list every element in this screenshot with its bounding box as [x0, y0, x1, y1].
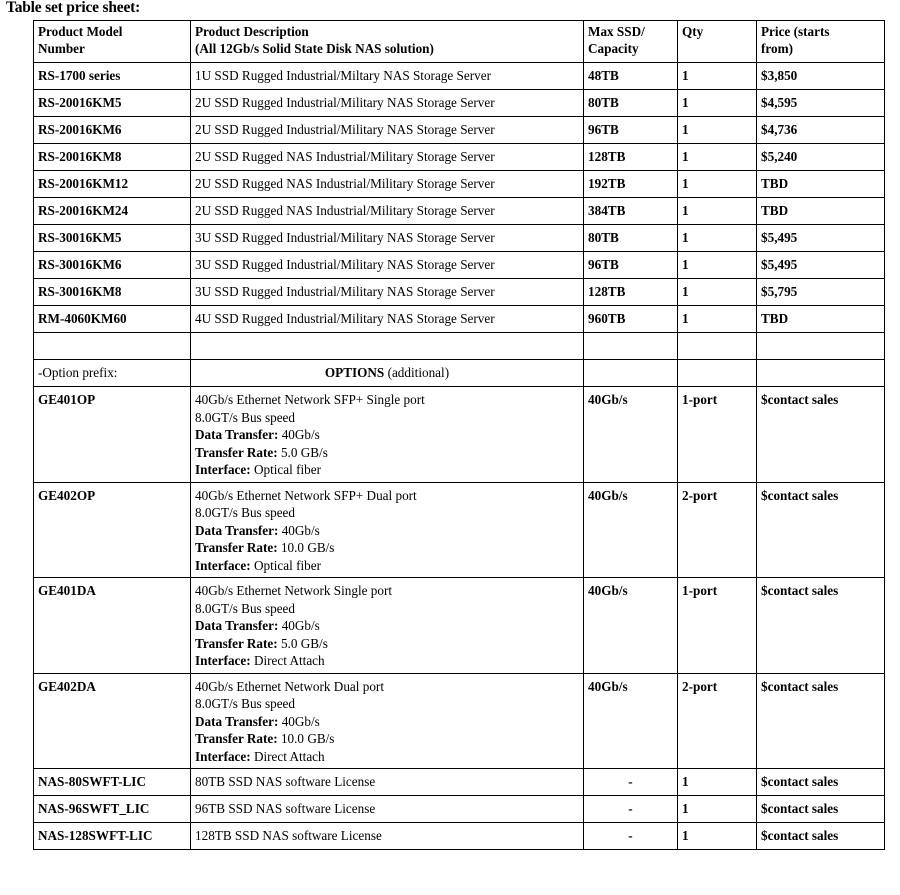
license-model: NAS-128SWFT-LIC	[34, 823, 191, 850]
header-qty	[678, 21, 757, 63]
blank-cell	[191, 333, 584, 360]
product-capacity: 96TB	[584, 117, 678, 144]
option-interface	[195, 748, 579, 766]
license-description: 80TB SSD NAS software License	[191, 769, 584, 796]
license-price: $contact sales	[757, 769, 885, 796]
blank-cell	[584, 360, 678, 387]
license-qty: 1	[678, 796, 757, 823]
product-qty: 1	[678, 252, 757, 279]
blank-cell	[678, 360, 757, 387]
license-price: $contact sales	[757, 823, 885, 850]
product-capacity: 128TB	[584, 144, 678, 171]
option-data-transfer-label: Data Transfer:	[195, 713, 279, 729]
product-capacity: 80TB	[584, 225, 678, 252]
options-header-row	[34, 360, 885, 387]
license-model: NAS-96SWFT_LIC	[34, 796, 191, 823]
header-description-line1: Product Description	[195, 24, 309, 39]
option-transfer-rate	[195, 444, 579, 462]
product-row	[34, 171, 885, 198]
license-row	[34, 769, 885, 796]
product-description: 2U SSD Rugged NAS Industrial/Military Storage Server	[191, 198, 584, 225]
product-description: 1U SSD Rugged Industrial/Miltary NAS Storage Server	[191, 63, 584, 90]
option-transfer-rate-value: 10.0 GB/s	[280, 540, 335, 555]
option-description	[191, 387, 584, 483]
option-transfer-rate-value: 5.0 GB/s	[280, 444, 328, 460]
option-model: GE402DA	[34, 673, 191, 769]
product-description: 2U SSD Rugged Industrial/Military NAS Storage Server	[191, 117, 584, 144]
option-description	[191, 673, 584, 769]
option-interface	[195, 652, 579, 670]
product-row	[34, 63, 885, 90]
option-row	[34, 482, 885, 578]
option-row	[34, 387, 885, 483]
option-data-transfer-value: 40Gb/s	[281, 522, 320, 538]
product-row	[34, 306, 885, 333]
product-qty: 1	[678, 144, 757, 171]
option-transfer-rate-value: 5.0 GB/s	[280, 635, 328, 651]
option-line2: 8.0GT/s Bus speed	[195, 505, 296, 520]
product-model: RS-1700 series	[34, 63, 191, 90]
license-description: 128TB SSD NAS software License	[191, 823, 584, 850]
option-transfer-rate-label: Transfer Rate:	[195, 540, 278, 555]
license-row	[34, 796, 885, 823]
option-data-transfer-value: 40Gb/s	[281, 618, 320, 633]
option-line1: 40Gb/s Ethernet Network SFP+ Dual port	[195, 487, 417, 503]
product-price: $5,240	[757, 144, 885, 171]
product-price: TBD	[757, 198, 885, 225]
option-description	[191, 578, 584, 674]
options-title-suffix: (additional)	[387, 365, 450, 381]
option-interface-value: Direct Attach	[253, 653, 325, 668]
option-qty: 1-port	[678, 578, 757, 674]
product-description: 3U SSD Rugged Industrial/Military NAS Storage Server	[191, 225, 584, 252]
header-model-line2: Number	[38, 41, 85, 56]
option-data-transfer	[195, 522, 579, 540]
option-interface	[195, 461, 579, 479]
header-qty-line1: Qty	[682, 24, 704, 39]
product-capacity: 48TB	[584, 63, 678, 90]
product-description: 4U SSD Rugged Industrial/Military NAS Storage Server	[191, 306, 584, 333]
option-data-transfer-label: Data Transfer:	[195, 522, 279, 538]
blank-cell	[34, 333, 191, 360]
price-table-header	[34, 21, 885, 63]
product-description: 3U SSD Rugged Industrial/Military NAS Storage Server	[191, 252, 584, 279]
option-transfer-rate-label: Transfer Rate:	[195, 444, 278, 460]
header-price	[757, 21, 885, 63]
option-transfer-rate	[195, 730, 579, 748]
option-data-transfer	[195, 713, 579, 731]
product-price: $5,795	[757, 279, 885, 306]
product-qty: 1	[678, 90, 757, 117]
option-prefix-label: -Option prefix:	[34, 360, 191, 387]
license-model: NAS-80SWFT-LIC	[34, 769, 191, 796]
option-interface-label: Interface:	[195, 748, 251, 764]
option-capacity: 40Gb/s	[584, 387, 678, 483]
option-data-transfer	[195, 426, 579, 444]
option-line1: 40Gb/s Ethernet Network Single port	[195, 583, 393, 598]
product-model: RS-30016KM6	[34, 252, 191, 279]
product-model: RS-20016KM24	[34, 198, 191, 225]
price-table-body	[34, 63, 885, 850]
option-transfer-rate	[195, 635, 579, 653]
product-qty: 1	[678, 171, 757, 198]
license-capacity: -	[584, 769, 678, 796]
product-model: RS-20016KM5	[34, 90, 191, 117]
option-data-transfer-value: 40Gb/s	[281, 427, 320, 442]
option-interface	[195, 557, 579, 575]
product-qty: 1	[678, 225, 757, 252]
product-row	[34, 198, 885, 225]
option-data-transfer	[195, 617, 579, 635]
option-transfer-rate-label: Transfer Rate:	[195, 635, 278, 651]
product-price: $5,495	[757, 252, 885, 279]
option-interface-label: Interface:	[195, 462, 251, 477]
option-interface-value: Optical fiber	[253, 557, 321, 573]
option-model: GE401OP	[34, 387, 191, 483]
license-price: $contact sales	[757, 796, 885, 823]
product-model: RM-4060KM60	[34, 306, 191, 333]
option-interface-value: Optical fiber	[253, 462, 321, 477]
product-row	[34, 225, 885, 252]
option-line2: 8.0GT/s Bus speed	[195, 409, 296, 425]
product-price: TBD	[757, 171, 885, 198]
option-qty: 1-port	[678, 387, 757, 483]
header-model	[34, 21, 191, 63]
product-qty: 1	[678, 306, 757, 333]
license-row	[34, 823, 885, 850]
license-description: 96TB SSD NAS software License	[191, 796, 584, 823]
product-description: 2U SSD Rugged NAS Industrial/Military Storage Server	[191, 144, 584, 171]
price-table	[33, 20, 885, 850]
blank-cell	[584, 333, 678, 360]
option-capacity: 40Gb/s	[584, 673, 678, 769]
product-capacity: 80TB	[584, 90, 678, 117]
option-line2: 8.0GT/s Bus speed	[195, 696, 296, 711]
product-capacity: 960TB	[584, 306, 678, 333]
option-interface-label: Interface:	[195, 557, 251, 573]
option-price: $contact sales	[757, 673, 885, 769]
option-data-transfer-label: Data Transfer:	[195, 427, 279, 442]
header-capacity-line1: Max SSD/	[588, 24, 645, 39]
product-qty: 1	[678, 63, 757, 90]
option-transfer-rate	[195, 539, 579, 557]
license-qty: 1	[678, 823, 757, 850]
option-capacity: 40Gb/s	[584, 578, 678, 674]
blank-cell	[757, 333, 885, 360]
option-row	[34, 578, 885, 674]
option-data-transfer-label: Data Transfer:	[195, 618, 279, 633]
option-line1: 40Gb/s Ethernet Network Dual port	[195, 678, 384, 694]
product-price: TBD	[757, 306, 885, 333]
product-capacity: 192TB	[584, 171, 678, 198]
product-capacity: 128TB	[584, 279, 678, 306]
product-row	[34, 144, 885, 171]
option-qty: 2-port	[678, 482, 757, 578]
product-model: RS-20016KM6	[34, 117, 191, 144]
header-model-line1: Product Model	[38, 24, 123, 39]
options-title	[191, 360, 584, 387]
header-price-line1: Price (starts	[761, 24, 830, 39]
product-price: $4,595	[757, 90, 885, 117]
license-capacity: -	[584, 796, 678, 823]
product-qty: 1	[678, 279, 757, 306]
product-description: 3U SSD Rugged Industrial/Military NAS Storage Server	[191, 279, 584, 306]
header-capacity	[584, 21, 678, 63]
product-row	[34, 279, 885, 306]
product-capacity: 384TB	[584, 198, 678, 225]
product-model: RS-20016KM8	[34, 144, 191, 171]
product-qty: 1	[678, 117, 757, 144]
product-description: 2U SSD Rugged Industrial/Military NAS Storage Server	[191, 90, 584, 117]
option-line2: 8.0GT/s Bus speed	[195, 600, 296, 616]
blank-row	[34, 333, 885, 360]
header-capacity-line2: Capacity	[588, 41, 639, 56]
option-qty: 2-port	[678, 673, 757, 769]
header-price-line2: from)	[761, 41, 793, 56]
option-interface-value: Direct Attach	[253, 748, 325, 764]
option-model: GE401DA	[34, 578, 191, 674]
option-row	[34, 673, 885, 769]
option-model: GE402OP	[34, 482, 191, 578]
product-qty: 1	[678, 198, 757, 225]
option-capacity: 40Gb/s	[584, 482, 678, 578]
product-model: RS-30016KM5	[34, 225, 191, 252]
license-qty: 1	[678, 769, 757, 796]
header-description-line2: (All 12Gb/s Solid State Disk NAS solution)	[195, 41, 434, 56]
product-model: RS-20016KM12	[34, 171, 191, 198]
product-row	[34, 90, 885, 117]
option-price: $contact sales	[757, 578, 885, 674]
product-row	[34, 117, 885, 144]
product-price: $4,736	[757, 117, 885, 144]
option-interface-label: Interface:	[195, 653, 251, 668]
license-capacity: -	[584, 823, 678, 850]
product-row	[34, 252, 885, 279]
option-description	[191, 482, 584, 578]
option-transfer-rate-value: 10.0 GB/s	[280, 731, 335, 746]
option-price: $contact sales	[757, 482, 885, 578]
product-price: $5,495	[757, 225, 885, 252]
header-description	[191, 21, 584, 63]
blank-cell	[757, 360, 885, 387]
option-price: $contact sales	[757, 387, 885, 483]
product-price: $3,850	[757, 63, 885, 90]
option-line1: 40Gb/s Ethernet Network SFP+ Single port	[195, 392, 425, 407]
blank-cell	[678, 333, 757, 360]
product-model: RS-30016KM8	[34, 279, 191, 306]
option-transfer-rate-label: Transfer Rate:	[195, 731, 278, 746]
options-title-bold: OPTIONS	[324, 365, 385, 381]
sheet-title: Table set price sheet:	[6, 0, 141, 16]
option-data-transfer-value: 40Gb/s	[281, 713, 320, 729]
product-description: 2U SSD Rugged NAS Industrial/Military Storage Server	[191, 171, 584, 198]
product-capacity: 96TB	[584, 252, 678, 279]
